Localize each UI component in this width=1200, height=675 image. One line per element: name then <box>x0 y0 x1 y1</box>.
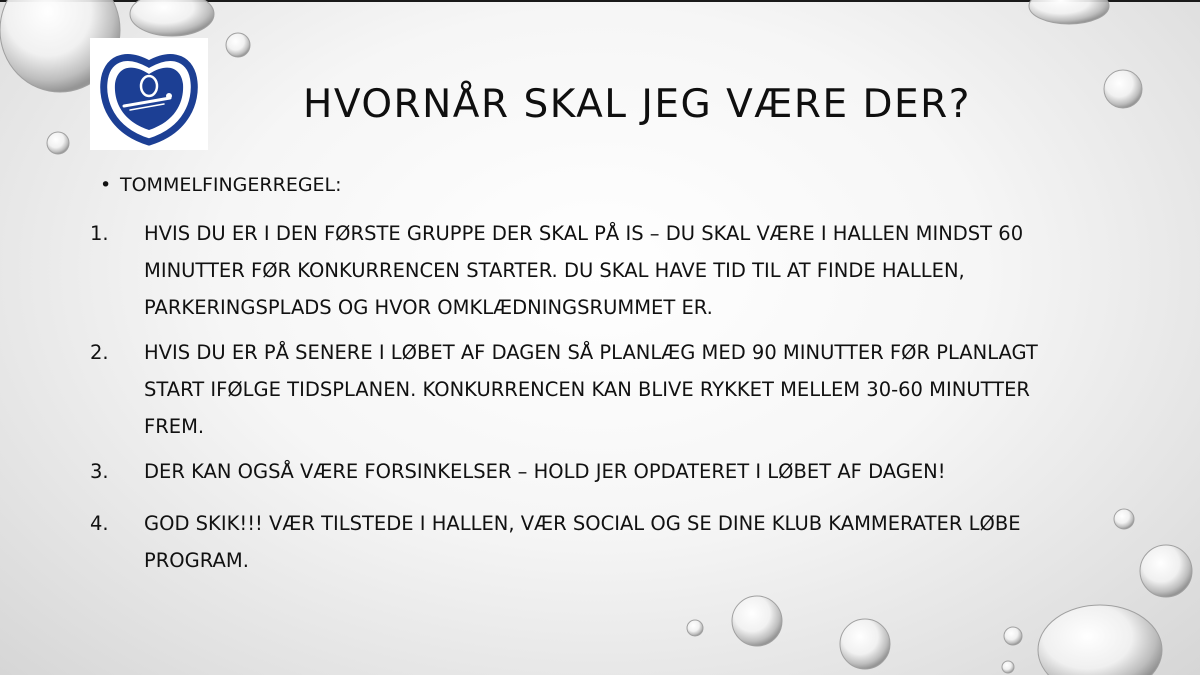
water-drop-icon <box>1114 509 1134 529</box>
water-drop-icon <box>1029 0 1109 24</box>
item-number: 1. <box>90 222 109 245</box>
item-text: GOD SKIK!!! VÆR TILSTEDE I HALLEN, VÆR SOCIAL OG SE DINE KLUB KAMMERATER LØBE PROGRAM. <box>144 512 1021 572</box>
item-number: 4. <box>90 512 109 535</box>
slide-title: HVORNÅR SKAL JEG VÆRE DER? <box>303 82 971 127</box>
bullet-dot: • <box>100 174 112 196</box>
water-drop-icon <box>1002 661 1014 673</box>
top-border-line <box>0 0 1200 2</box>
item-text: HVIS DU ER I DEN FØRSTE GRUPPE DER SKAL PÅ IS – DU SKAL VÆRE I HALLEN MINDST 60 MINUTTER FØR KONKURRENCEN STARTER. DU SKAL HAVE TID TIL AT FINDE HALLEN, PARKERINGSPLADS OG HVOR OMKLÆDNINGSRUMMET ER. <box>144 222 1024 319</box>
club-logo-icon <box>90 38 208 150</box>
water-drop-icon <box>687 620 703 636</box>
item-number: 2. <box>90 341 109 364</box>
bullet-item <box>100 174 342 196</box>
water-drop-icon <box>1140 545 1192 597</box>
club-logo <box>90 38 208 150</box>
water-drop-icon <box>130 0 214 36</box>
water-drop-icon <box>732 596 782 646</box>
water-drop-icon <box>1104 70 1142 108</box>
item-text: HVIS DU ER PÅ SENERE I LØBET AF DAGEN SÅ PLANLÆG MED 90 MINUTTER FØR PLANLAGT START IFØLGE TIDSPLANEN. KONKURRENCEN KAN BLIVE RYKKET MELLEM 30-60 MINUTTER FREM. <box>144 341 1038 438</box>
water-drop-icon <box>226 33 250 57</box>
water-drop-icon <box>840 619 890 669</box>
water-drop-icon <box>47 132 69 154</box>
item-number: 3. <box>90 460 109 483</box>
water-drop-icon <box>1004 627 1022 645</box>
item-text: DER KAN OGSÅ VÆRE FORSINKELSER – HOLD JER OPDATERET I LØBET AF DAGEN! <box>144 460 946 483</box>
bullet-text: TOMMELFINGERREGEL: <box>120 174 342 196</box>
water-drop-icon <box>1038 605 1162 675</box>
